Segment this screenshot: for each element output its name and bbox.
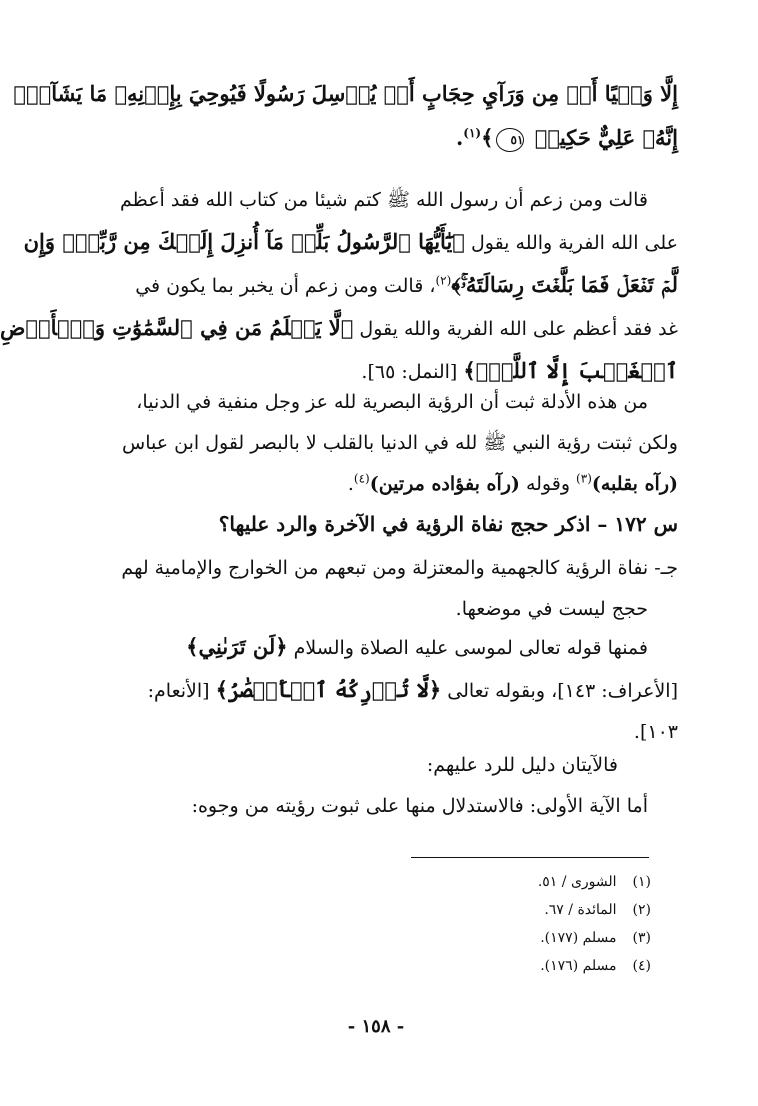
para3-line-3: ١٠٣]. [633, 721, 678, 743]
para1-line-2-text: على الله الفرية والله يقول [470, 232, 678, 254]
para4-line-1: فالآيتان دليل للرد عليهم: [426, 754, 618, 776]
ayah-number-marker: ٥١ [496, 128, 524, 152]
quran-quote-maidah-2: لَّمۡ تَفۡعَلۡ فَمَا بَلَّغۡتَ رِسَالَتَهُۥۚ﴾ [451, 272, 678, 297]
footnote-1 [401, 868, 651, 896]
verse-end-dot: . [455, 125, 464, 150]
paragraph-1 [0, 180, 678, 393]
para1-line-4 [0, 307, 678, 350]
para2-line-1: من هذه الأدلة ثبت أن الرؤية البصرية لله عز وجل منفية في الدنيا، [136, 391, 648, 413]
para2-line-2: ولكن ثبتت رؤية النبي ﷺ لله في الدنيا بالقلب لا بالبصر لقول ابن عباس [122, 432, 678, 454]
footnote-separator [411, 857, 649, 858]
footnote-ref-2: (٢) [435, 273, 452, 288]
footnote-2 [401, 896, 651, 924]
quran-verse-top [13, 72, 678, 160]
footnote-4 [401, 952, 651, 980]
footnote-ref-1: (١) [463, 126, 482, 140]
para1-citation-naml: [النمل: ٦٥]. [361, 361, 458, 383]
quran-quote-naml-2: ٱلۡغَيۡبَ إِلَّا ٱللَّهُۚ﴾ [463, 358, 678, 383]
footnote-text: المائدة / ٦٧. [544, 902, 617, 918]
quote-ibn-abbas-2: (رآه بفؤاده مرتين) [369, 473, 520, 495]
para1-line-3-text: ، قالت ومن زعم أن يخبر بما يكون في [135, 275, 436, 297]
verse-text: إِنَّهُۥ عَلِيٌّ حَكِيمٞ [534, 125, 678, 150]
para1-line-4-text: غد فقد أعظم على الله الفرية والله يقول [359, 318, 678, 340]
question-172: س ١٧٢ – اذكر حجج نفاة الرؤية في الآخرة والرد عليها؟ [218, 512, 678, 536]
para3-line-1 [53, 626, 678, 669]
para1-line-1: قالت ومن زعم أن رسول الله ﷺ كتم شيئا من كتاب الله فقد أعظم [119, 189, 648, 211]
para3-line-1-text: فمنها قوله تعالى لموسى عليه الصلاة والسلام [293, 637, 648, 659]
footnotes [401, 868, 651, 980]
paragraph-4 [53, 745, 678, 827]
answer-block [53, 548, 678, 630]
para1-line-3 [53, 264, 678, 307]
footnote-text: مسلم (١٧٦). [540, 958, 617, 974]
para1-line-2 [23, 221, 678, 264]
footnote-text: مسلم (١٧٧). [540, 930, 617, 946]
page-number: - ١٥٨ - [347, 1016, 405, 1037]
paragraph-2 [53, 382, 678, 505]
para3-line-2-text: [الأعراف: ١٤٣]، وبقوله تعالى [447, 680, 678, 702]
verse-close-bracket: ﴾ [481, 125, 494, 150]
footnote-number: (٢) [632, 902, 651, 918]
quote-ibn-abbas-1: (رآه بقلبه) [591, 473, 678, 495]
paragraph-3 [53, 626, 678, 753]
quran-quote-araf: ﴿لَن تَرَىٰنِي﴾ [186, 634, 288, 659]
book-page [1, 0, 758, 1106]
para2-end-dot: . [347, 473, 354, 495]
footnote-ref-4: (٤) [353, 471, 370, 486]
footnote-3 [401, 924, 651, 952]
para3-line-2 [53, 669, 678, 712]
question-heading [53, 504, 678, 544]
quran-quote-maidah-1: ﴿يَٰٓأَيُّهَا ٱلرَّسُولُ بَلِّغۡ مَآ أُنزِلَ إِلَيۡكَ مِن رَّبِّكَۖ وَإِن [23, 229, 465, 254]
answer-line-1: جـ- نفاة الرؤية كالجهمية والمعتزلة ومن تبعهم من الخوارج والإمامية لهم [121, 557, 678, 579]
para2-line-3 [53, 464, 678, 505]
quran-quote-naml-1: ﴿لَّا يَعۡلَمُ مَن فِي ٱلسَّمَٰوَٰتِ وَٱلۡأَرۡضِ [0, 315, 354, 340]
para2-connector: وقوله [519, 473, 577, 495]
footnote-ref-3: (٣) [576, 471, 592, 486]
verse-line-2 [53, 116, 678, 160]
para3-citation-anam: [الأنعام: [147, 680, 210, 702]
verse-line-1: إِلَّا وَحۡيًا أَوۡ مِن وَرَآيِ حِجَابٍ أَوۡ يُرۡسِلَ رَسُولًا فَيُوحِيَ بِإِذۡنِهِۦ مَا يَشَآءُۚ [13, 81, 678, 106]
para4-line-2: أما الآية الأولى: فالاستدلال منها على ثبوت رؤيته من وجوه: [191, 795, 648, 817]
footnote-text: الشورى / ٥١. [537, 874, 617, 890]
answer-line-2: حجج ليست في موضعها. [455, 598, 648, 620]
footnote-number: (١) [632, 874, 651, 890]
quran-quote-anam: ﴿لَّا تُدۡرِكُهُ ٱلۡأَبۡصَٰرُ﴾ [215, 677, 442, 702]
footnote-number: (٣) [632, 930, 651, 946]
footnote-number: (٤) [632, 958, 651, 974]
